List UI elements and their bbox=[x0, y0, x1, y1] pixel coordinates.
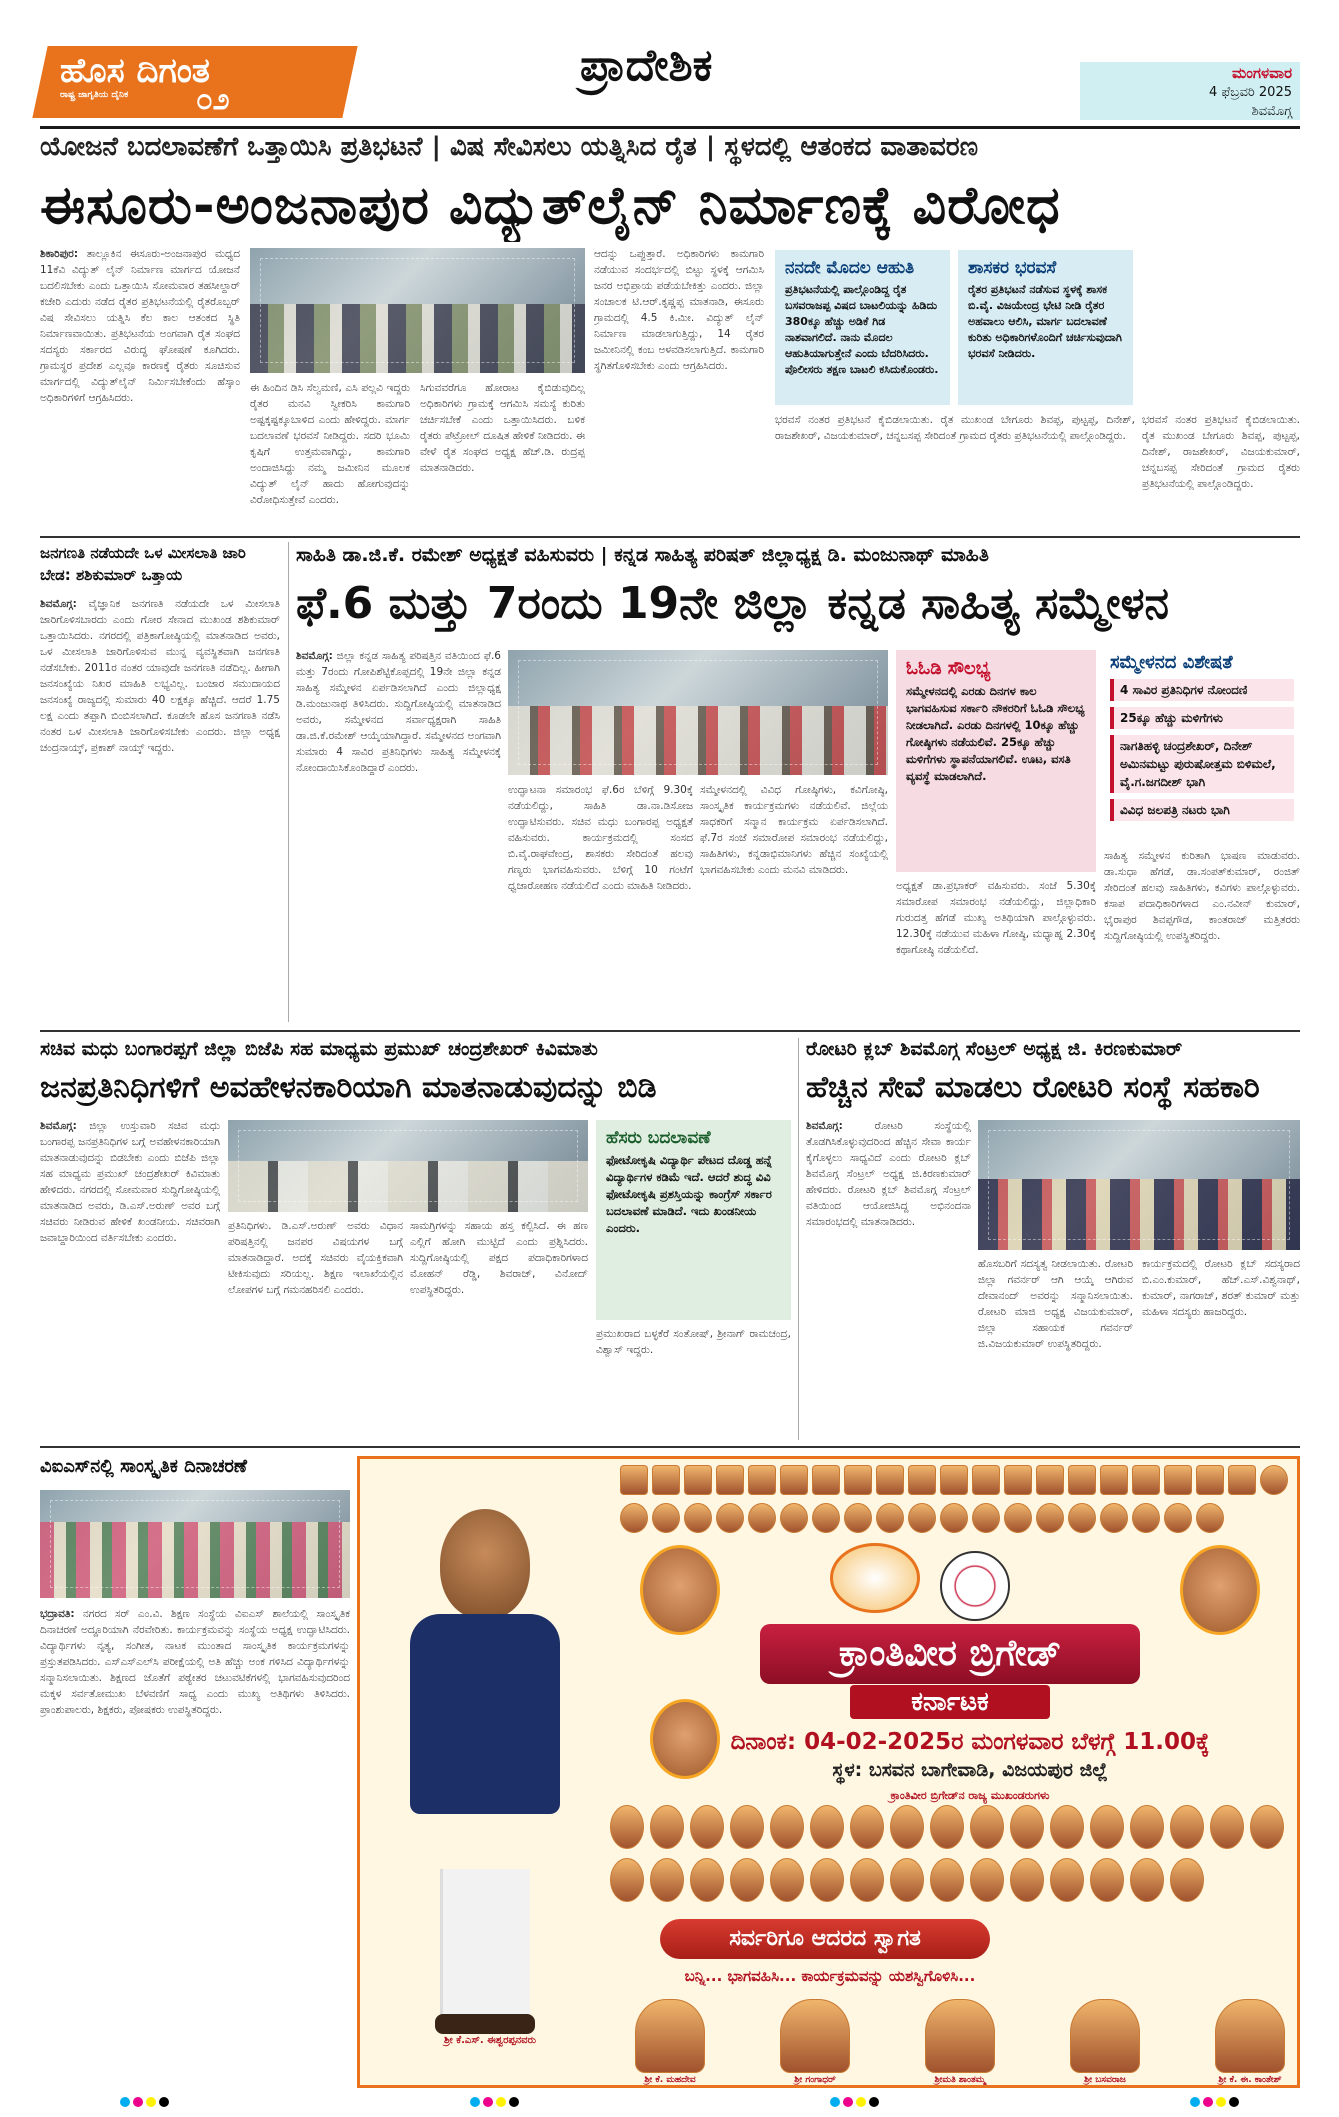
ad-portrait-strip bbox=[620, 1465, 1290, 1537]
story3-headline[interactable]: ಜನಪ್ರತಿನಿಧಿಗಳಿಗೆ ಅವಹೇಳನಕಾರಿಯಾಗಿ ಮಾತನಾಡುವುದನ್ನು ಬಿಡಿ bbox=[40, 1070, 657, 1105]
story3-photo bbox=[228, 1120, 588, 1212]
story1-headline[interactable]: ಈಸೂರು-ಅಂಜನಾಪುರ ವಿದ್ಯುತ್‌ಲೈನ್ ನಿರ್ಮಾಣಕ್ಕೆ ವಿರೋಧ bbox=[40, 176, 1061, 236]
story1-col3: ಸಿಗುವವರೆಗೂ ಹೋರಾಟ ಕೈಬಿಡುವುದಿಲ್ಲ ಅಧಿಕಾರಿಗಳು ಗ್ರಾಮಕ್ಕೆ ಆಗಮಿಸಿ ಸಮಸ್ಯೆ ಕುರಿತು ಚರ್ಚಿಸಬೇಕೆ ಎಂದು ಒತ್ತಾಯಿಸಿದರು. ಬಳಿಕ ರೈತರು ಪೆಟ್ರೋಲ್ ದೂಷಿತ ಹೇಳಿಕೆ ನೀಡಿದರು. ಈ ವೇಳೆ ರೈತ ಸಂಘದ ಅಧ್ಯಕ್ಷ ಹೆಚ್.ಡಿ. ರುದ್ರಪ್ಪ ಮಾತನಾಡಿದರು. bbox=[420, 382, 585, 474]
story3-col4: ಪ್ರಮುಖರಾದ ಬಳ್ಳಕೆರೆ ಸಂತೋಷ್, ಶ್ರೀನಾಗ್ ರಾಮಚಂದ್ರ, ವಿಶ್ವಾಸ್ ಇದ್ದರು. bbox=[596, 1328, 791, 1356]
story2-col1-text: ಜಿಲ್ಲಾ ಕನ್ನಡ ಸಾಹಿತ್ಯ ಪರಿಷತ್ತಿನ ವತಿಯಿಂದ ಫೆ.6 ಮತ್ತು 7ರಂದು ಗೋಪಿಶೆಟ್ಟಿಕೊಪ್ಪದಲ್ಲಿ 19ನೇ ಜಿಲ್ಲಾ ಕನ್ನಡ ಸಾಹಿತ್ಯ ಸಮ್ಮೇಳನ ಏರ್ಪಡಿಸಲಾಗಿದೆ ಎಂದು ಜಿಲ್ಲಾಧ್ಯಕ್ಷ ಡಿ.ಮಂಜುನಾಥ ತಿಳಿಸಿದರು. ಸುದ್ದಿಗೋಷ್ಠಿಯಲ್ಲಿ ಮಾತನಾಡಿದ ಅವರು, ಸಮ್ಮೇಳನದ ಸರ್ವಾಧ್ಯಕ್ಷರಾಗಿ ಸಾಹಿತಿ ಡಾ.ಜಿ.ಕೆ.ರಮೇಶ್ ಆಯ್ಕೆಯಾಗಿದ್ದಾರೆ. ಸಮ್ಮೇಳನದ ಅಂಗವಾಗಿ ಸುಮಾರು 4 ಸಾವಿರ ಪ್ರತಿನಿಧಿಗಳು ಸಾಹಿತ್ಯ ಸಮ್ಮೇಳನಕ್ಕೆ ನೋಂದಾಯಿಸಿಕೊಂಡಿದ್ದಾರೆ ಎಂದರು. bbox=[296, 650, 501, 774]
story2-photo bbox=[508, 650, 888, 775]
ad-swami-portrait bbox=[1180, 1545, 1260, 1635]
story1-col2: ಈ ಹಿಂದಿನ ಡಿಸಿ ಸೆಲ್ವಮಣಿ, ಎಸಿ ಪಲ್ಲವಿ ಇದ್ದರು ರೈತರ ಮನವಿ ಸ್ವೀಕರಿಸಿ ಕಾಮಗಾರಿ ಅಷ್ಟಕ್ಕಷ್ಟಕ್ಕೂಬಾಳಿದ ಎಂದು ಹೇಳಿದ್ದರು. ಮಾರ್ಗ ಬದಲಾವಣೆ ಭರವಸೆ ನೀಡಿದ್ದರು. ಸದರಿ ಭೂಮಿ ಕೃಷಿಗೆ ಉತ್ತಮವಾಗಿದ್ದು, ಕಾಮಗಾರಿ ಅಂದಾಜಿಸಿದ್ದು ನಮ್ಮ ಜಮೀನಿನ ಮೂಲಕ ವಿದ್ಯುತ್ ಲೈನ್ ಹಾದು ಹೋಗುವುದನ್ನು ವಿರೋಧಿಸುತ್ತೇವೆ ಎಂದರು. bbox=[250, 382, 410, 506]
story3-col2: ಪ್ರತಿನಿಧಿಗಳು. ಡಿ.ಎಸ್.ಅರುಣ್ ಅವರು ವಿಧಾನ ಪರಿಷತ್ತಿನಲ್ಲಿ ಜನಪರ ವಿಷಯಗಳ ಬಗ್ಗೆ ಮಾತನಾಡಿದ್ದಾರೆ. ಅದಕ್ಕೆ ಸಚಿವರು ವೈಯಕ್ತಿಕವಾಗಿ ಟೀಕಿಸುವುದು ಸರಿಯಲ್ಲ. ಶಿಕ್ಷಣ ಇಲಾಖೆಯಲ್ಲಿನ ಲೋಪಗಳ ಬಗ್ಗೆ ಗಮನಹರಿಸಲಿ ಎಂದರು. bbox=[228, 1220, 403, 1296]
box-body: ರೈತರ ಪ್ರತಿಭಟನೆ ನಡೆಸುವ ಸ್ಥಳಕ್ಕೆ ಶಾಸಕ ಬಿ.ವೈ. ವಿಜಯೇಂದ್ರ ಭೇಟಿ ನೀಡಿ ರೈತರ ಅಹವಾಲು ಆಲಿಸಿ, ಮಾರ್ಗ ಬದಲಾವಣೆ ಕುರಿತು ಅಧಿಕಾರಿಗಳೊಂದಿಗೆ ಚರ್ಚಿಸುವುದಾಗಿ ಭರವಸೆ ನೀಡಿದರು. bbox=[968, 283, 1122, 360]
ad-date: ದಿನಾಂಕ: 04-02-2025ರ ಮಂಗಳವಾರ ಬೆಳಗ್ಗೆ 11.00ಕ್ಕೆ bbox=[730, 1729, 1210, 1755]
side-story-dateline: ಶಿವಮೊಗ್ಗ: bbox=[40, 598, 77, 610]
registration-mark bbox=[470, 2097, 530, 2109]
story1-box-mla-assurance bbox=[958, 250, 1133, 405]
story4-col1-text: ರೋಟರಿ ಸಂಸ್ಥೆಯಲ್ಲಿ ತೊಡಗಿಸಿಕೊಳ್ಳುವುದರಿಂದ ಹೆಚ್ಚಿನ ಸೇವಾ ಕಾರ್ಯ ಕೈಗೊಳ್ಳಲು ಸಾಧ್ಯವಿದೆ ಎಂದು ರೋಟರಿ ಕ್ಲಬ್ ಶಿವಮೊಗ್ಗ ಸೆಂಟ್ರಲ್ ಅಧ್ಯಕ್ಷ ಜಿ.ಕಿರಣಕುಮಾರ್ ಹೇಳಿದರು. ರೋಟರಿ ಕ್ಲಬ್ ಶಿವಮೊಗ್ಗ ಸೆಂಟ್ರಲ್ ವತಿಯಿಂದ ಆಯೋಜಿಸಿದ್ದ ಅಭಿನಂದನಾ ಸಮಾರಂಭದಲ್ಲಿ ಮಾತನಾಡಿದರು. bbox=[806, 1120, 971, 1228]
story1-photo bbox=[250, 248, 585, 373]
story5-dateline: ಭದ್ರಾವತಿ: bbox=[40, 1608, 75, 1620]
ad-person: ಶ್ರೀ ಕೆ. ಈ. ಕಾಂತೇಶ್ bbox=[1200, 1999, 1300, 2085]
divider bbox=[40, 536, 1300, 538]
date-day: ಮಂಗಳವಾರ bbox=[1231, 64, 1292, 82]
story1-col1 bbox=[40, 246, 240, 536]
story2-dateline: ಶಿವಮೊಗ್ಗ: bbox=[296, 650, 333, 662]
story5-title[interactable]: ವಿಐಎಸ್‌ನಲ್ಲಿ ಸಾಂಸ್ಕೃತಿಕ ದಿನಾಚರಣೆ bbox=[40, 1456, 247, 1477]
story5-photo bbox=[40, 1490, 350, 1598]
story2-col1 bbox=[296, 648, 501, 1020]
highlight-item: 4 ಸಾವಿರ ಪ್ರತಿನಿಧಿಗಳ ನೋಂದಣಿ bbox=[1110, 679, 1294, 701]
ad-org-line: ಕ್ರಾಂತಿವೀರ ಬ್ರಿಗೇಡ್‌ನ ರಾಜ್ಯ ಮುಖಂಡರುಗಳು bbox=[890, 1789, 1050, 1802]
registration-mark bbox=[120, 2097, 180, 2109]
ad-swami-portrait bbox=[640, 1545, 720, 1635]
story3-dateline: ಶಿವಮೊಗ್ಗ: bbox=[40, 1120, 77, 1132]
story2-col2: ಉದ್ಘಾಟನಾ ಸಮಾರಂಭ ಫೆ.6ರ ಬೆಳಿಗ್ಗೆ 9.30ಕ್ಕೆ ನಡೆಯಲಿದ್ದು, ಸಾಹಿತಿ ಡಾ.ನಾ.ಡಿಸೋಜ ಉದ್ಘಾಟಿಸುವರು. ಸಚಿವ ಮಧು ಬಂಗಾರಪ್ಪ ಅಧ್ಯಕ್ಷತೆ ವಹಿಸುವರು. ಕಾರ್ಯಕ್ರಮದಲ್ಲಿ ಸಂಸದ ಬಿ.ವೈ.ರಾಘವೇಂದ್ರ, ಶಾಸಕರು ಸೇರಿದಂತೆ ಹಲವು ಗಣ್ಯರು ಭಾಗವಹಿಸುವರು. ಬೆಳಿಗ್ಗೆ 10 ಗಂಟೆಗೆ ಧ್ವಜಾರೋಹಣ ನಡೆಯಲಿದೆ ಎಂದು ಮಾಹಿತಿ ನೀಡಿದರು. bbox=[508, 784, 693, 892]
story3-kicker: ಸಚಿವ ಮಧು ಬಂಗಾರಪ್ಪಗೆ ಜಿಲ್ಲಾ ಬಿಜೆಪಿ ಸಹ ಮಾಧ್ಯಮ ಪ್ರಮುಖ್ ಚಂದ್ರಶೇಖರ್ ಕಿವಿಮಾತು bbox=[40, 1038, 598, 1060]
story2-col5: ಸಾಹಿತ್ಯ ಸಮ್ಮೇಳನ ಕುರಿತಾಗಿ ಭಾಷಣ ಮಾಡುವರು. ಡಾ.ಸುಧಾ ಹೆಗಡೆ, ಡಾ.ಸಂಪತ್‌ಕುಮಾರ್, ರಂಜಿತ್ ಸೇರಿದಂತೆ ಹಲವು ಸಾಹಿತಿಗಳು, ಕವಿಗಳು ಪಾಲ್ಗೊಳ್ಳುವರು. ಕಸಾಪ ಪದಾಧಿಕಾರಿಗಳಾದ ಎಂ.ನವೀನ್ ಕುಮಾರ್, ಭೈರಾಪುರ ಶಿವಪ್ಪಗೌಡ, ಕಾಂತರಾಜ್ ಮತ್ತಿತರರು ಸುದ್ದಿಗೋಷ್ಠಿಯಲ್ಲಿ ಉಪಸ್ಥಿತರಿದ್ದರು. bbox=[1104, 850, 1300, 942]
story1-col6: ಭರವಸೆ ನಂತರ ಪ್ರತಿಭಟನೆ ಕೈಬಿಡಲಾಯಿತು. ರೈತ ಮುಖಂಡ ಬೇಗೂರು ಶಿವಪ್ಪ, ಪುಟ್ಟಪ್ಪ, ದಿನೇಶ್, ರಾಜಶೇಖರ್, ವಿಜಯಕುಮಾರ್, ಚನ್ನಬಸಪ್ಪ ಸೇರಿದಂತೆ ಗ್ರಾಮದ ರೈತರು ಪ್ರತಿಭಟನೆಯಲ್ಲಿ ಪಾಲ್ಗೊಂಡಿದ್ದರು. bbox=[1142, 414, 1300, 490]
box-body: ಫೋಟೋಕೃಷಿ ವಿದ್ಯಾರ್ಥಿ ಪೇಟದ ದೊಡ್ಡ ಹನ್ನೆ ವಿದ್ಯಾರ್ಥಿಗಳ ಕಡಿಮೆ ಇದೆ. ಆದರೆ ಶುದ್ಧ ವಿವಿ ಫೋಟೋಕೃಷಿ ಪ್ರಶಸ್ತಿಯನ್ನು ಕಾಂಗ್ರೆಸ್ ಸರ್ಕಾರ ಬದಲಾವಣೆ ಮಾಡಿದೆ. ಇದು ಖಂಡನೀಯ ಎಂದರು. bbox=[606, 1153, 773, 1235]
story4-dateline: ಶಿವಮೊಗ್ಗ: bbox=[806, 1120, 843, 1132]
divider bbox=[40, 1030, 1300, 1032]
edition-text: ಶಿವಮೊಗ್ಗ bbox=[1251, 104, 1292, 119]
box-title: ನನದೇ ಮೊದಲ ಆಹುತಿ bbox=[785, 258, 915, 278]
story4-col3: ಕಾರ್ಯಕ್ರಮದಲ್ಲಿ ರೋಟರಿ ಕ್ಲಬ್ ಸದಸ್ಯರಾದ ಬಿ.ಎಂ.ಕುಮಾರ್, ಹೆಚ್.ಎಸ್.ವಿಶ್ವನಾಥ್, ಕುಮಾರ್, ನಾಗರಾಜ್, ಶರತ್ ಕುಮಾರ್ ಮತ್ತು ಮಹಿಳಾ ಸದಸ್ಯರು ಹಾಜರಿದ್ದರು. bbox=[1142, 1258, 1300, 1318]
page-number: ೦೨ bbox=[196, 82, 230, 117]
ad-person: ಶ್ರೀ ಕೆ. ಮಹದೇವ bbox=[620, 1999, 720, 2085]
ad-leader-caption: ಶ್ರೀ ಕೆ.ಎಸ್. ಈಶ್ವರಪ್ಪನವರು bbox=[443, 2035, 537, 2046]
ad-person: ಶ್ರೀ ಬಸವರಾಜ bbox=[1055, 1999, 1155, 2085]
side-story-title[interactable]: ಜನಗಣತಿ ನಡೆಯದೇ ಒಳ ಮೀಸಲಾತಿ ಜಾರಿ ಬೇಡ: ಶಶಿಕುಮಾರ್ ಒತ್ತಾಯ bbox=[40, 544, 246, 584]
box-title: ಶಾಸಕರ ಭರವಸೆ bbox=[968, 258, 1057, 278]
ad-swami-portrait bbox=[650, 1699, 720, 1779]
ad-venue: ಸ್ಥಳ: ಬಸವನ ಬಾಗೇವಾಡಿ, ವಿಜಯಪುರ ಜಿಲ್ಲೆ bbox=[832, 1759, 1108, 1781]
masthead-rule bbox=[40, 126, 1300, 129]
story3-col1-text: ಜಿಲ್ಲಾ ಉಸ್ತುವಾರಿ ಸಚಿವ ಮಧು ಬಂಗಾರಪ್ಪ ಜನಪ್ರತಿನಿಧಿಗಳ ಬಗ್ಗೆ ಅವಹೇಳನಕಾರಿಯಾಗಿ ಮಾತನಾಡುವುದನ್ನು ಬಿಡಬೇಕು ಎಂದು ಬಿಜೆಪಿ ಜಿಲ್ಲಾ ಸಹ ಮಾಧ್ಯಮ ಪ್ರಮುಖ್ ಚಂದ್ರಶೇಖರ್ ಕಿವಿಮಾತು ಹೇಳಿದರು. ನಗರದಲ್ಲಿ ಸೋಮವಾರ ಸುದ್ದಿಗೋಷ್ಠಿಯಲ್ಲಿ ಮಾತನಾಡಿದ ಅವರು, ಡಿ.ಎಸ್.ಅರುಣ್ ಅವರ ಬಗ್ಗೆ ಸಚಿವರು ನೀಡಿರುವ ಹೇಳಿಕೆ ಖಂಡನೀಯ. ಸಚಿವರಾಗಿ ಜವಾಬ್ದಾರಿಯಿಂದ ವರ್ತಿಸಬೇಕು ಎಂದರು. bbox=[40, 1120, 220, 1244]
divider bbox=[288, 542, 289, 1022]
story2-headline[interactable]: ಫೆ.6 ಮತ್ತು 7ರಂದು 19ನೇ ಜಿಲ್ಲಾ ಕನ್ನಡ ಸಾಹಿತ್ಯ ಸಮ್ಮೇಳನ bbox=[296, 578, 1169, 629]
ad-welcome: ಸರ್ವರಿಗೂ ಆದರದ ಸ್ವಾಗತ bbox=[660, 1919, 990, 1959]
story3-col3: ಸಾಮಗ್ರಿಗಳನ್ನು ಸಹಾಯ ಹಸ್ತ ಕಲ್ಪಿಸಿದೆ. ಈ ಹಣ ಎಲ್ಲಿಗೆ ಹೋಗಿ ಮುಟ್ಟಿದೆ ಎಂದು ಪ್ರಶ್ನಿಸಿದರು. ಸುದ್ದಿಗೋಷ್ಠಿಯಲ್ಲಿ ಪಕ್ಷದ ಪದಾಧಿಕಾರಿಗಳಾದ ಮೋಹನ್ ರೆಡ್ಡಿ, ಶಿವರಾಜ್, ವಿನೋದ್ ಉಪಸ್ಥಿತರಿದ್ದರು. bbox=[410, 1220, 588, 1296]
ad-badge bbox=[830, 1543, 920, 1613]
highlight-item: ವಿವಿಧ ಜಲಪತ್ರಿ ನಟರು ಭಾಗಿ bbox=[1110, 799, 1294, 821]
ad-people-row bbox=[620, 1999, 1300, 2085]
ad-leader-figure bbox=[380, 1469, 610, 2069]
story1-col1-text: ತಾಲ್ಲೂಕಿನ ಈಸೂರು-ಅಂಜನಾಪುರ ಮಧ್ಯದ 11ಕೆವಿ ವಿದ್ಯುತ್ ಲೈನ್ ನಿರ್ಮಾಣ ಮಾರ್ಗದ ಯೋಜನೆ ಬದಲಿಸಬೇಕು ಎಂದು ಒತ್ತಾಯಿಸಿ ಸೋಮವಾರ ತಹಸೀಲ್ದಾರ್ ಕಚೇರಿ ಎದುರು ನಡೆದ ರೈತರ ಪ್ರತಿಭಟನೆಯಲ್ಲಿ ರೈತರೊಬ್ಬರ್ ವಿಷ ಸೇವಿಸಲು ಯತ್ನಿಸಿ ಕೆಲ ಕಾಲ ಆತಂಕದ ಸ್ಥಿತಿ ನಿರ್ಮಾಣವಾಯಿತು. ಪ್ರತಿಭಟನೆಯ ಅಂಗವಾಗಿ ರೈತ ಸಂಘದ ಸದಸ್ಯರು ಸರ್ಕಾರದ ವಿರುದ್ಧ ಘೋಷಣೆ ಕೂಗಿದರು. ಗ್ರಾಮಸ್ಥರ ಪ್ರದೇಶ ಎಲ್ಲವೂ ಕಾರಣಕ್ಕೆ ರೈತರು ಸೂಚಿಸುವ ಮಾರ್ಗದಲ್ಲಿ ವಿದ್ಯುತ್‌ಲೈನ್ ನಿರ್ಮಿಸಬೇಕೆಂದು ಹೆಸ್ಕಾಂ ಅಧಿಕಾರಿಗಳಿಗೆ ಆಗ್ರಹಿಸಿದರು. bbox=[40, 248, 240, 404]
story2-highlights bbox=[1104, 648, 1300, 842]
story2-col4: ಅಧ್ಯಕ್ಷತೆ ಡಾ.ಪ್ರಭಾಕರ್ ವಹಿಸುವರು. ಸಂಜೆ 5.30ಕ್ಕೆ ಸಮಾರೋಪ ಸಮಾರಂಭ ನಡೆಯಲಿದ್ದು, ಜಿಲ್ಲಾಧಿಕಾರಿ ಗುರುದತ್ತ ಹೆಗಡೆ ಮುಖ್ಯ ಅತಿಥಿಯಾಗಿ ಪಾಲ್ಗೊಳ್ಳುವರು. 12.30ಕ್ಕೆ ನಡೆಯುವ ಮಹಿಳಾ ಗೋಷ್ಠಿ, ಮಧ್ಯಾಹ್ನ 2.30ಕ್ಕೆ ಕಥಾಗೋಷ್ಠಿ ನಡೆಯಲಿದೆ. bbox=[896, 880, 1096, 956]
story1-col5: ಭರವಸೆ ನಂತರ ಪ್ರತಿಭಟನೆ ಕೈಬಿಡಲಾಯಿತು. ರೈತ ಮುಖಂಡ ಬೇಗೂರು ಶಿವಪ್ಪ, ಪುಟ್ಟಪ್ಪ, ದಿನೇಶ್, ರಾಜಶೇಖರ್, ವಿಜಯಕುಮಾರ್, ಚನ್ನಬಸಪ್ಪ ಸೇರಿದಂತೆ ಗ್ರಾಮದ ರೈತರು ಪ್ರತಿಭಟನೆಯಲ್ಲಿ ಪಾಲ್ಗೊಂಡಿದ್ದರು. bbox=[775, 414, 1135, 442]
ad-invite: ಬನ್ನಿ... ಭಾಗವಹಿಸಿ... ಕಾರ್ಯಕ್ರಮವನ್ನು ಯಶಸ್ವಿಗೊಳಿಸಿ... bbox=[684, 1967, 976, 1985]
ad-banner: ಕ್ರಾಂತಿವೀರ ಬ್ರಿಗೇಡ್ bbox=[760, 1624, 1140, 1684]
story2-kicker: ಸಾಹಿತಿ ಡಾ.ಜಿ.ಕೆ. ರಮೇಶ್ ಅಧ್ಯಕ್ಷತೆ ವಹಿಸುವರು | ಕನ್ನಡ ಸಾಹಿತ್ಯ ಪರಿಷತ್ ಜಿಲ್ಲಾಧ್ಯಕ್ಷ ಡಿ. ಮಂಜುನಾಥ್ ಮಾಹಿತಿ bbox=[296, 544, 989, 566]
ad-person: ಶ್ರೀ ಗಂಗಾಧರ್ bbox=[765, 1999, 865, 2085]
date-text: 4 ಫೆಬ್ರವರಿ 2025 bbox=[1208, 85, 1292, 100]
story2-box-ood bbox=[896, 650, 1096, 872]
story1-kicker: ಯೋಜನೆ ಬದಲಾವಣೆಗೆ ಒತ್ತಾಯಿಸಿ ಪ್ರತಿಭಟನೆ | ವಿಷ ಸೇವಿಸಲು ಯತ್ನಿಸಿದ ರೈತ | ಸ್ಥಳದಲ್ಲಿ ಆತಂಕದ ವಾತಾವರಣ bbox=[40, 132, 979, 162]
brigade-logo-icon bbox=[940, 1551, 1010, 1621]
story5-body bbox=[40, 1606, 350, 2088]
box-title: ಓಓಡಿ ಸೌಲಭ್ಯ bbox=[906, 658, 991, 679]
story1-col4: ಆದನ್ನು ಒಪ್ಪುತ್ತಾರೆ. ಅಧಿಕಾರಿಗಳು ಕಾಮಗಾರಿ ನಡೆಯುವ ಸಂದರ್ಭದಲ್ಲಿ ಬಿಟ್ಟು ಸ್ಥಳಕ್ಕೆ ಆಗಮಿಸಿ ಜನರ ಅಭಿಪ್ರಾಯ ಪಡೆಯಬೇಕಿತ್ತು ಎಂದರು. ಜಿಲ್ಲಾ ಸಂಚಾಲಕ ಟಿ.ಆರ್.ಕೃಷ್ಣಪ್ಪ ಮಾತನಾಡಿ, ಈಸೂರು ಗ್ರಾಮದಲ್ಲಿ 4.5 ಕಿ.ಮೀ. ವಿದ್ಯುತ್ ಲೈನ್ ನಿರ್ಮಾಣ ಮಾಡಲಾಗುತ್ತಿದ್ದು, 14 ರೈತರ ಜಮೀನಿನಲ್ಲಿ ಕಂಬ ಅಳವಡಿಸಲಾಗುತ್ತಿದೆ. ಕಾಮಗಾರಿ ಸ್ಥಗಿತಗೊಳಿಸಬೇಕು ಎಂದು ಆಗ್ರಹಿಸಿದರು. bbox=[594, 248, 764, 372]
story4-col2: ಹೊಸಬರಿಗೆ ಸದಸ್ಯತ್ವ ನೀಡಲಾಯಿತು. ರೋಟರಿ ಜಿಲ್ಲಾ ಗವರ್ನರ್ ಆಗಿ ಆಯ್ಕೆ ಆಗಿರುವ ದೇವಾನಂದ್ ಅವರನ್ನು ಸನ್ಮಾನಿಸಲಾಯಿತು. ರೋಟರಿ ಮಾಜಿ ಅಧ್ಯಕ್ಷ ವಿಜಯಕುಮಾರ್, ಜಿಲ್ಲಾ ಸಹಾಯಕ ಗವರ್ನರ್ ಜಿ.ವಿಜಯಕುಮಾರ್ ಉಪಸ್ಥಿತರಿದ್ದರು. bbox=[978, 1258, 1133, 1350]
ad-person: ಶ್ರೀಮತಿ ಶಾಂತಮ್ಮ bbox=[910, 1999, 1010, 2085]
advertisement[interactable] bbox=[357, 1456, 1300, 2088]
side-story-body bbox=[40, 596, 280, 1020]
story3-col1 bbox=[40, 1118, 220, 1440]
story1-box-first-sacrifice bbox=[775, 250, 950, 405]
story4-photo bbox=[978, 1120, 1300, 1250]
ad-leaders-grid bbox=[610, 1805, 1290, 1905]
story4-headline[interactable]: ಹೆಚ್ಚಿನ ಸೇವೆ ಮಾಡಲು ರೋಟರಿ ಸಂಸ್ಥೆ ಸಹಕಾರಿ bbox=[806, 1070, 1260, 1105]
ad-subtitle: ಕರ್ನಾಟಕ bbox=[850, 1685, 1050, 1719]
divider bbox=[798, 1038, 799, 1440]
section-title: ಪ್ರಾದೇಶಿಕ bbox=[580, 40, 713, 91]
story3-box-name-change bbox=[596, 1120, 791, 1320]
box-body: ಸಮ್ಮೇಳನದಲ್ಲಿ ಎರಡು ದಿನಗಳ ಕಾಲ ಭಾಗವಹಿಸುವ ಸರ್ಕಾರಿ ನೌಕರರಿಗೆ ಓಓಡಿ ಸೌಲಭ್ಯ ನೀಡಲಾಗಿದೆ. ಎರಡು ದಿನಗಳಲ್ಲಿ 10ಕ್ಕೂ ಹೆಚ್ಚು ಗೋಷ್ಠಿಗಳು ನಡೆಯಲಿವೆ. 25ಕ್ಕೂ ಹೆಚ್ಚು ಮಳಿಗೆಗಳು ಸ್ಥಾಪನೆಯಾಗಲಿವೆ. ಊಟ, ವಸತಿ ವ್ಯವಸ್ಥೆ ಮಾಡಲಾಗಿದೆ. bbox=[906, 684, 1085, 783]
brand-tagline: ರಾಷ್ಟ್ರ ಜಾಗೃತಿಯ ದೈನಿಕ bbox=[60, 90, 129, 100]
story2-col3: ಸಮ್ಮೇಳನದಲ್ಲಿ ವಿವಿಧ ಗೋಷ್ಠಿಗಳು, ಕವಿಗೋಷ್ಠಿ, ಸಾಂಸ್ಕೃತಿಕ ಕಾರ್ಯಕ್ರಮಗಳು ನಡೆಯಲಿವೆ. ಜಿಲ್ಲೆಯ ಸಾಧಕರಿಗೆ ಸನ್ಮಾನ ಕಾರ್ಯಕ್ರಮ ಏರ್ಪಡಿಸಲಾಗಿದೆ. ಫೆ.7ರ ಸಂಜೆ ಸಮಾರೋಪ ಸಮಾರಂಭ ನಡೆಯಲಿದ್ದು, ಸಾಹಿತಿಗಳು, ಕನ್ನಡಾಭಿಮಾನಿಗಳು ಹೆಚ್ಚಿನ ಸಂಖ್ಯೆಯಲ್ಲಿ ಭಾಗವಹಿಸಬೇಕು ಎಂದು ಮನವಿ ಮಾಡಿದರು. bbox=[700, 784, 888, 876]
story5-text: ನಗರದ ಸರ್ ಎಂ.ವಿ. ಶಿಕ್ಷಣ ಸಂಸ್ಥೆಯ ವಿಐಎಸ್ ಶಾಲೆಯಲ್ಲಿ ಸಾಂಸ್ಕೃತಿಕ ದಿನಾಚರಣೆ ಅದ್ದೂರಿಯಾಗಿ ನೆರವೇರಿತು. ಕಾರ್ಯಕ್ರಮವನ್ನು ಸಂಸ್ಥೆಯ ಅಧ್ಯಕ್ಷ ಉದ್ಘಾಟಿಸಿದರು. ವಿದ್ಯಾರ್ಥಿಗಳು ನೃತ್ಯ, ಸಂಗೀತ, ನಾಟಕ ಮುಂತಾದ ಸಾಂಸ್ಕೃತಿಕ ಕಾರ್ಯಕ್ರಮಗಳನ್ನು ಪ್ರಸ್ತುತಪಡಿಸಿದರು. ಎಸ್‌ಎಸ್‌ಎಲ್‌ಸಿ ಪರೀಕ್ಷೆಯಲ್ಲಿ ಅತಿ ಹೆಚ್ಚು ಅಂಕ ಗಳಿಸಿದ ವಿದ್ಯಾರ್ಥಿಗಳನ್ನು ಸನ್ಮಾನಿಸಲಾಯಿತು. ಶಿಕ್ಷಣದ ಜೊತೆಗೆ ಪಠ್ಯೇತರ ಚಟುವಟಿಕೆಗಳಲ್ಲಿ ಭಾಗವಹಿಸುವುದರಿಂದ ಮಕ್ಕಳ ಸರ್ವತೋಮುಖ ಬೆಳವಣಿಗೆ ಸಾಧ್ಯ ಎಂದು ಮುಖ್ಯ ಅತಿಥಿಗಳು ತಿಳಿಸಿದರು. ಪ್ರಾಂಶುಪಾಲರು, ಶಿಕ್ಷಕರು, ಪೋಷಕರು ಉಪಸ್ಥಿತರಿದ್ದರು. bbox=[40, 1608, 350, 1716]
side-story-text: ವೈಜ್ಞಾನಿಕ ಜನಗಣತಿ ನಡೆಯದೇ ಒಳ ಮೀಸಲಾತಿ ಜಾರಿಗೊಳಿಸಬಾರದು ಎಂದು ಗೋರ ಸೇನಾದ ಮುಖಂಡ ಶಶಿಕುಮಾರ್ ಒತ್ತಾಯಿಸಿದರು. ನಗರದಲ್ಲಿ ಪತ್ರಿಕಾಗೋಷ್ಠಿಯಲ್ಲಿ ಮಾತನಾಡಿದ ಅವರು, ಒಳ ಮೀಸಲಾತಿ ಜಾರಿಗೊಳಿಸುವ ಮುನ್ನ ವ್ಯವಸ್ಥಿತವಾಗಿ ಜನಗಣತಿ ನಡೆಸಬೇಕು. 2011ರ ನಂತರ ಯಾವುದೇ ಜನಗಣತಿ ನಡೆದಿಲ್ಲ. ಹೀಗಾಗಿ ಜನಸಂಖ್ಯೆಯ ನಿಖರ ಮಾಹಿತಿ ಲಭ್ಯವಿಲ್ಲ. ಬಂಜಾರ ಸಮುದಾಯದ ಜನಸಂಖ್ಯೆ ರಾಜ್ಯದಲ್ಲಿ ಸುಮಾರು 40 ಲಕ್ಷಕ್ಕೂ ಹೆಚ್ಚಿದೆ. ಆದರೆ 1.75 ಲಕ್ಷ ಎಂದು ತಪ್ಪಾಗಿ ಬಿಂಬಿಸಲಾಗಿದೆ. ಕೂಡಲೇ ಹೊಸ ಜನಗಣತಿ ನಡೆಸಿ ನಂತರ ಒಳ ಮೀಸಲಾತಿ ಜಾರಿಗೊಳಿಸಬೇಕು ಎಂದರು. ಜಿಲ್ಲಾ ಅಧ್ಯಕ್ಷ ಚಂದ್ರನಾಯ್ಕ್, ಪ್ರಕಾಶ್ ನಾಯ್ಕ್ ಇದ್ದರು. bbox=[40, 598, 280, 754]
box-body: ಪ್ರತಿಭಟನೆಯಲ್ಲಿ ಪಾಲ್ಗೊಂಡಿದ್ದ ರೈತ ಬಸವರಾಜಪ್ಪ ವಿಷದ ಬಾಟಲಿಯನ್ನು ಹಿಡಿದು 380ಕ್ಕೂ ಹೆಚ್ಚು ಅಡಿಕೆ ಗಿಡ ನಾಶವಾಗಲಿದೆ. ನಾನು ಮೊದಲ ಆಹುತಿಯಾಗುತ್ತೇನೆ ಎಂದು ಬೆದರಿಸಿದರು. ಪೊಲೀಸರು ತಕ್ಷಣ ಬಾಟಲಿ ಕಸಿದುಕೊಂಡರು. bbox=[785, 283, 939, 376]
divider bbox=[40, 1446, 1300, 1448]
highlight-item: 25ಕ್ಕೂ ಹೆಚ್ಚು ಮಳಿಗೆಗಳು bbox=[1110, 707, 1294, 729]
story4-col1 bbox=[806, 1118, 971, 1440]
brand-name: ಹೊಸ ದಿಗಂತ bbox=[60, 51, 210, 91]
registration-mark bbox=[830, 2097, 890, 2109]
story1-dateline: ಶಿಕಾರಿಪುರ: bbox=[40, 248, 79, 260]
box-title: ಹೆಸರು ಬದಲಾವಣೆ bbox=[606, 1128, 711, 1148]
registration-mark bbox=[1190, 2097, 1250, 2109]
date-box bbox=[1080, 62, 1300, 120]
story4-kicker: ರೋಟರಿ ಕ್ಲಬ್ ಶಿವಮೊಗ್ಗ ಸೆಂಟ್ರಲ್ ಅಧ್ಯಕ್ಷ ಜಿ. ಕಿರಣಕುಮಾರ್ bbox=[806, 1038, 1183, 1060]
highlight-item: ನಾಗತಿಹಳ್ಳಿ ಚಂದ್ರಶೇಖರ್, ದಿನೇಶ್ ಅಮಿನಮಟ್ಟು ಪುರುಷೋತ್ತಮ ಬಿಳಿಮಲೆ, ವೈ.ಗ.ಜಗದೀಶ್ ಭಾಗಿ bbox=[1110, 735, 1294, 793]
highlights-title: ಸಮ್ಮೇಳನದ ವಿಶೇಷತೆ bbox=[1110, 652, 1233, 673]
